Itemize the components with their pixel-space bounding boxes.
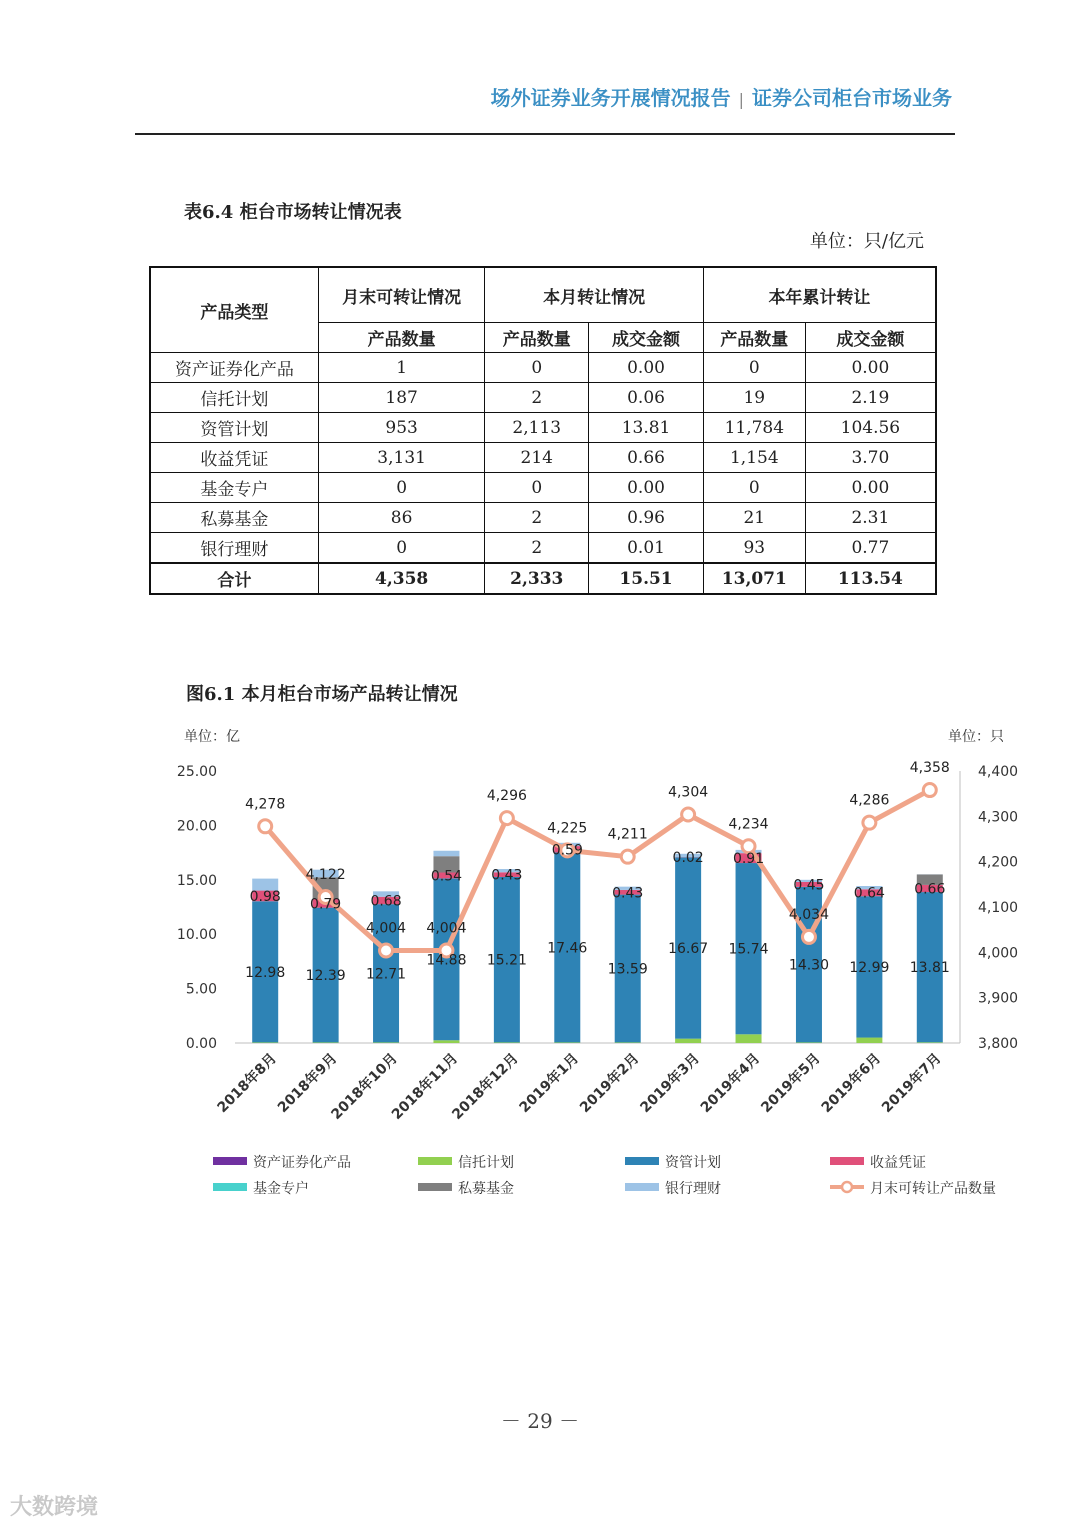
y-tick-label: 0.00 <box>185 1036 217 1052</box>
table-cell-ma: 15.51 <box>589 563 704 594</box>
line-marker <box>682 808 695 821</box>
y-tick-label: 25.00 <box>176 764 217 780</box>
pink-value-label: 0.02 <box>672 850 704 867</box>
line-marker <box>500 812 513 825</box>
y-tick-label: 10.00 <box>176 927 217 944</box>
table-cell-me: 0 <box>318 533 485 564</box>
table-cell-yc: 11,784 <box>703 413 805 443</box>
y-tick-label: 15.00 <box>176 872 217 889</box>
table-cell-yc: 93 <box>703 533 805 564</box>
bar-value-label: 14.88 <box>426 952 467 969</box>
line-series <box>265 790 930 950</box>
table-cell-ya: 2.19 <box>805 383 936 413</box>
table-cell-mc: 2 <box>485 533 589 564</box>
table-cell-mc: 0 <box>485 473 589 503</box>
line-value-label: 4,296 <box>486 788 527 805</box>
chart-line <box>259 784 937 957</box>
pink-value-label: 0.79 <box>310 896 342 913</box>
subheader-amount: 成交金额 <box>805 323 936 353</box>
bar-value-label: 17.46 <box>547 940 588 957</box>
pink-value-label: 0.68 <box>370 893 402 910</box>
line-value-label: 4,004 <box>426 920 467 937</box>
line-value-label: 4,304 <box>668 784 709 801</box>
subheader-amount: 成交金额 <box>589 323 704 353</box>
table-cell-ya: 0.77 <box>805 533 936 564</box>
legend-label: 月末可转让产品数量 <box>870 1181 996 1197</box>
table-cell-name: 资产证券化产品 <box>150 353 318 383</box>
y2-tick-label: 3,800 <box>978 1036 1019 1052</box>
y2-tick-label: 4,200 <box>978 854 1019 871</box>
table-cell-yc: 0 <box>703 473 805 503</box>
subheader-count: 产品数量 <box>318 323 485 353</box>
bar-value-label: 12.39 <box>305 968 346 985</box>
y2-tick-label: 4,400 <box>978 764 1019 780</box>
line-value-label: 4,234 <box>728 816 769 833</box>
right-unit-label: 单位：只 <box>948 729 1004 745</box>
line-value-label: 4,225 <box>547 820 588 837</box>
table-cell-name: 收益凭证 <box>150 443 318 473</box>
header-year: 本年累计转让 <box>703 267 936 323</box>
header-right-title: 证券公司柜台市场业务 <box>752 86 952 110</box>
table-cell-me: 4,358 <box>318 563 485 594</box>
table-cell-me: 953 <box>318 413 485 443</box>
line-marker <box>380 944 393 957</box>
table-cell-mc: 2 <box>485 383 589 413</box>
header-left-title: 场外证券业务开展情况报告 <box>490 86 731 110</box>
table-unit: 单位：只/亿元 <box>809 231 924 252</box>
bar-segment <box>554 1042 580 1043</box>
line-value-label: 4,034 <box>788 906 830 923</box>
table-cell-me: 86 <box>318 503 485 533</box>
y2-tick-label: 4,300 <box>978 809 1019 826</box>
line-marker <box>259 820 272 833</box>
chart-caption: 图6.1 本月柜台市场产品转让情况 <box>186 684 458 705</box>
page-number: － 29 － <box>500 1409 580 1433</box>
bar-value-label: 13.81 <box>909 960 950 977</box>
table-cell-ya: 3.70 <box>805 443 936 473</box>
pink-value-label: 0.66 <box>914 881 946 898</box>
table-cell-ma: 13.81 <box>589 413 704 443</box>
x-tick-label: 2019年3月 <box>637 1050 703 1117</box>
table-cell-name: 银行理财 <box>150 533 318 564</box>
x-tick-label: 2018年8月 <box>214 1050 281 1117</box>
bar-segment <box>313 1042 339 1043</box>
header-month-end: 月末可转让情况 <box>318 267 485 323</box>
bar-segment <box>917 1042 943 1043</box>
bar-segment <box>675 1039 701 1043</box>
table-cell-ya: 104.56 <box>805 413 936 443</box>
table-cell-yc: 21 <box>703 503 805 533</box>
table-cell-yc: 1,154 <box>703 443 805 473</box>
table-cell-name: 信托计划 <box>150 383 318 413</box>
y2-tick-label: 4,100 <box>978 900 1019 916</box>
bar-segment <box>615 1042 641 1043</box>
x-tick-label: 2019年4月 <box>697 1050 764 1117</box>
table-cell-mc: 2 <box>485 503 589 533</box>
legend-swatch <box>418 1157 452 1165</box>
bar-value-label: 15.21 <box>486 952 527 969</box>
table-cell-ma: 0.96 <box>589 503 704 533</box>
bar-value-label: 14.30 <box>788 957 830 974</box>
line-marker <box>923 784 936 797</box>
bar-segment <box>373 1042 399 1043</box>
y-tick-label: 20.00 <box>176 818 217 835</box>
line-value-label: 4,004 <box>365 920 407 937</box>
table-cell-ya: 0.00 <box>805 473 936 503</box>
pink-value-label: 0.43 <box>612 885 644 902</box>
x-tick-label: 2019年6月 <box>818 1050 885 1117</box>
chart-legend <box>213 1154 996 1197</box>
legend-swatch <box>418 1183 452 1191</box>
x-tick-label: 2019年7月 <box>879 1050 945 1117</box>
bar-value-label: 15.74 <box>728 941 769 958</box>
x-tick-label: 2018年11月 <box>388 1050 462 1123</box>
table-cell-me: 3,131 <box>318 443 485 473</box>
subheader-count: 产品数量 <box>703 323 805 353</box>
legend-label: 资管计划 <box>665 1155 721 1171</box>
table-cell-ma: 0.00 <box>589 353 704 383</box>
table-cell-ma: 0.00 <box>589 473 704 503</box>
x-tick-label: 2019年2月 <box>576 1050 643 1117</box>
chart-axes <box>177 764 1018 1123</box>
legend-label: 银行理财 <box>665 1181 721 1197</box>
table-cell-ma: 0.06 <box>589 383 704 413</box>
table-cell-me: 1 <box>318 353 485 383</box>
left-unit-label: 单位：亿 <box>184 729 240 745</box>
table-cell-me: 0 <box>318 473 485 503</box>
table-cell-ma: 0.66 <box>589 443 704 473</box>
line-value-label: 4,211 <box>607 826 648 843</box>
pink-value-label: 0.91 <box>732 851 765 868</box>
table-cell-mc: 2,333 <box>485 563 589 594</box>
table-cell-ya: 2.31 <box>805 503 936 533</box>
table-cell-mc: 0 <box>485 353 589 383</box>
legend-swatch <box>830 1157 864 1165</box>
chart-bars <box>249 843 946 1043</box>
line-value-label: 4,358 <box>909 760 950 777</box>
y-tick-label: 5.00 <box>185 981 217 998</box>
bar-value-label: 12.98 <box>245 964 286 981</box>
x-tick-label: 2018年12月 <box>449 1050 522 1123</box>
bar-segment <box>433 851 459 856</box>
x-tick-label: 2018年9月 <box>274 1050 341 1117</box>
legend-label: 私募基金 <box>458 1181 514 1197</box>
table-cell-ya: 0.00 <box>805 353 936 383</box>
legend-label: 资产证券化产品 <box>253 1155 351 1171</box>
bar-segment <box>736 1034 762 1043</box>
table-cell-ma: 0.01 <box>589 533 704 564</box>
header-product-type: 产品类型 <box>150 267 318 353</box>
y2-tick-label: 4,000 <box>978 945 1019 962</box>
bar-segment <box>856 1038 882 1043</box>
y2-tick-label: 3,900 <box>978 990 1019 1007</box>
bar-segment <box>433 1040 459 1043</box>
table-caption: 表6.4 柜台市场转让情况表 <box>184 202 402 223</box>
pink-value-label: 0.59 <box>551 842 583 859</box>
bar-segment <box>796 1042 822 1043</box>
bar-value-label: 12.99 <box>849 959 890 976</box>
bar-value-label: 16.67 <box>668 940 709 957</box>
line-marker <box>802 930 815 943</box>
bar-value-label: 13.59 <box>607 961 648 978</box>
header-month: 本月转让情况 <box>485 267 704 323</box>
pink-value-label: 0.64 <box>853 885 885 902</box>
legend-swatch <box>213 1183 247 1191</box>
pink-value-label: 0.45 <box>793 877 825 894</box>
line-value-label: 4,122 <box>305 867 346 884</box>
x-tick-label: 2019年5月 <box>758 1050 824 1117</box>
line-marker <box>621 850 634 863</box>
table-cell-yc: 19 <box>703 383 805 413</box>
legend-swatch <box>625 1157 659 1165</box>
table-cell-mc: 2,113 <box>485 413 589 443</box>
table-cell-ya: 113.54 <box>805 563 936 594</box>
line-marker <box>863 816 876 829</box>
x-tick-label: 2019年1月 <box>516 1050 583 1117</box>
legend-swatch <box>213 1157 247 1165</box>
legend-label: 收益凭证 <box>870 1155 926 1171</box>
line-value-label: 4,286 <box>849 792 890 809</box>
bar-segment <box>252 1042 278 1043</box>
table-cell-yc: 0 <box>703 353 805 383</box>
header-separator: | <box>738 90 744 109</box>
legend-label: 信托计划 <box>458 1155 514 1171</box>
bar-value-label: 12.71 <box>365 966 407 983</box>
table-cell-name: 基金专户 <box>150 473 318 503</box>
x-tick-label: 2018年10月 <box>328 1050 401 1123</box>
subheader-count: 产品数量 <box>485 323 589 353</box>
table-cell-me: 187 <box>318 383 485 413</box>
table-cell-yc: 13,071 <box>703 563 805 594</box>
pink-value-label: 0.98 <box>249 888 281 905</box>
table-cell-name: 资管计划 <box>150 413 318 443</box>
legend-label: 基金专户 <box>253 1181 309 1197</box>
line-value-label: 4,278 <box>245 796 286 813</box>
pink-value-label: 0.54 <box>430 868 463 885</box>
table-cell-mc: 214 <box>485 443 589 473</box>
bar-segment <box>494 1042 520 1043</box>
watermark: 大数跨境 <box>10 1495 99 1520</box>
table-cell-name: 私募基金 <box>150 503 318 533</box>
legend-swatch <box>625 1183 659 1191</box>
legend-line-marker <box>842 1182 852 1192</box>
table-cell-name: 合计 <box>150 563 318 594</box>
pink-value-label: 0.43 <box>491 867 523 884</box>
